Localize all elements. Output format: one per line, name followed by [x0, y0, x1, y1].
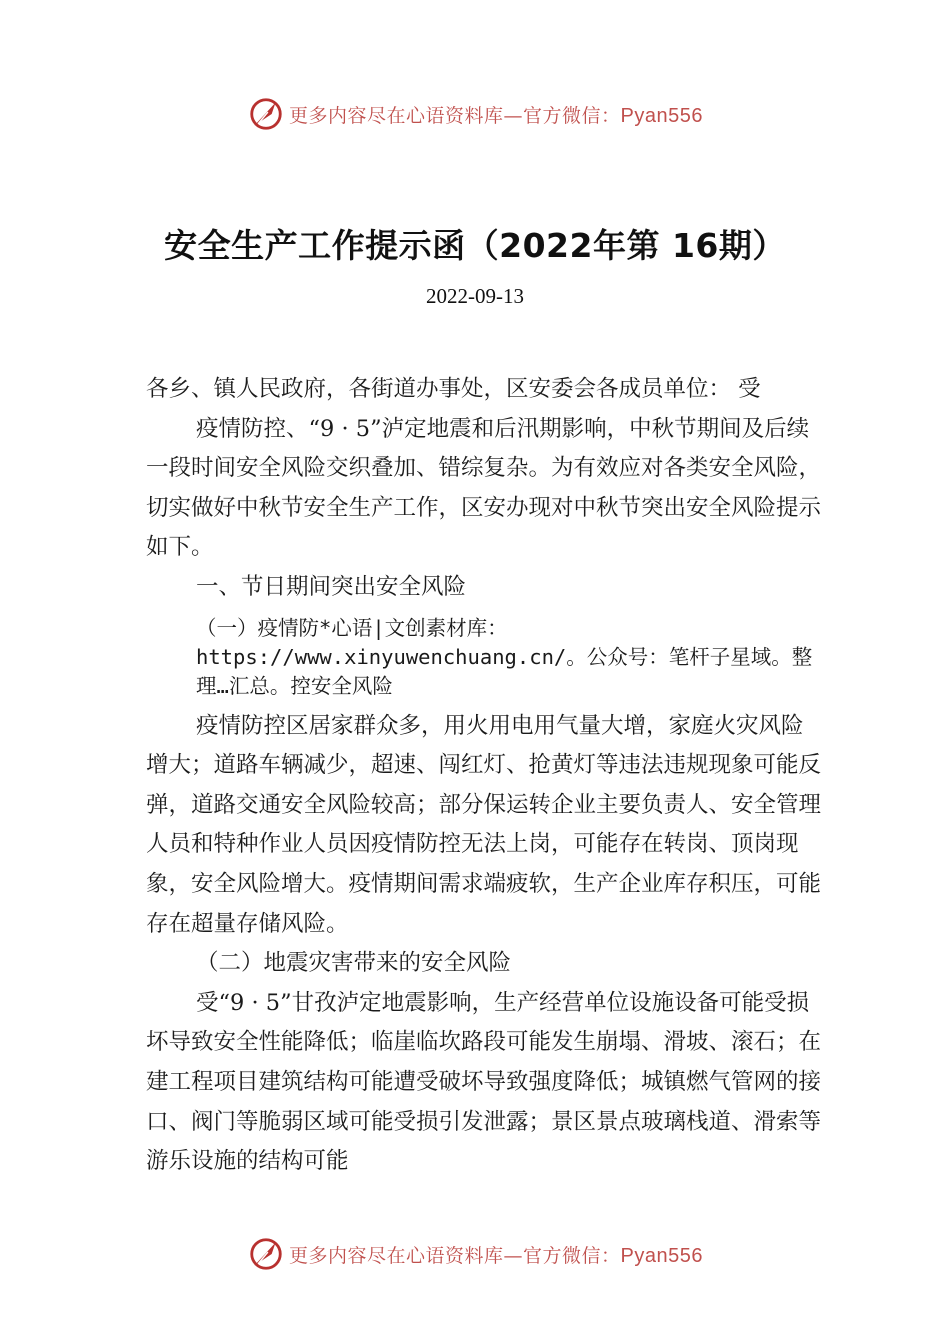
footer-watermark-banner	[0, 1232, 950, 1276]
banner-text: 更多内容尽在心语资料库—官方微信：Pyan556	[289, 104, 703, 127]
subsection-heading-1: （一）疫情防*心语|文创素材库：https://www.xinyuwenchuang.cn/。公众号：笔杆子星域。整理…汇总。控安全风险	[196, 615, 813, 698]
subsection-heading-2: （二）地震灾害带来的安全风险	[196, 950, 512, 977]
intro-paragraph: 疫情防控、“9 · 5”泸定地震和后汛期影响，中秋节期间及后续一段时间安全风险交织叠加、错综复杂。为有效应对各类安全风险，切实做好中秋节安全生产工作，区安办现对中秋节突出安全风险提示如下。	[146, 415, 822, 561]
salutation: 各乡、镇人民政府，各街道办事处，区安委会各成员单位： 受	[146, 376, 761, 402]
document-date: 2022-09-13	[426, 284, 524, 308]
banner-text: 更多内容尽在心语资料库—官方微信：Pyan556	[289, 1244, 703, 1267]
wechat-id: Pyan556	[620, 104, 703, 127]
wechat-id: Pyan556	[620, 1244, 703, 1267]
quill-logo-icon	[247, 95, 285, 133]
document-title: 安全生产工作提示函（2022年第 16期）	[164, 226, 786, 265]
section-heading-1: 一、节日期间突出安全风险	[196, 573, 467, 600]
body-paragraph-earthquake: 受“9 · 5”甘孜泸定地震影响，生产经营单位设施设备可能受损坏导致安全性能降低；临崖临坎路段可能发生崩塌、滑坡、滚石；在建工程项目建筑结构可能遭受破坏导致强度降低；城镇燃气管网的接口、阀门等脆弱区域可能受损引发泄露；景区景点玻璃栈道、滑索等游乐设施的结构可能	[146, 989, 822, 1175]
body-paragraph-epidemic: 疫情防控区居家群众多，用火用电用气量大增，家庭火灾风险增大；道路车辆减少，超速、闯红灯、抢黄灯等违法违规现象可能反弹，道路交通安全风险较高；部分保运转企业主要负责人、安全管理人员和特种作业人员因疫情防控无法上岗，可能存在转岗、顶岗现象，安全风险增大。疫情期间需求端疲软，生产企业库存积压，可能存在超量存储风险。	[146, 712, 822, 937]
document-body	[146, 370, 822, 1182]
header-watermark-banner	[0, 92, 950, 136]
quill-logo-icon	[247, 1235, 285, 1273]
